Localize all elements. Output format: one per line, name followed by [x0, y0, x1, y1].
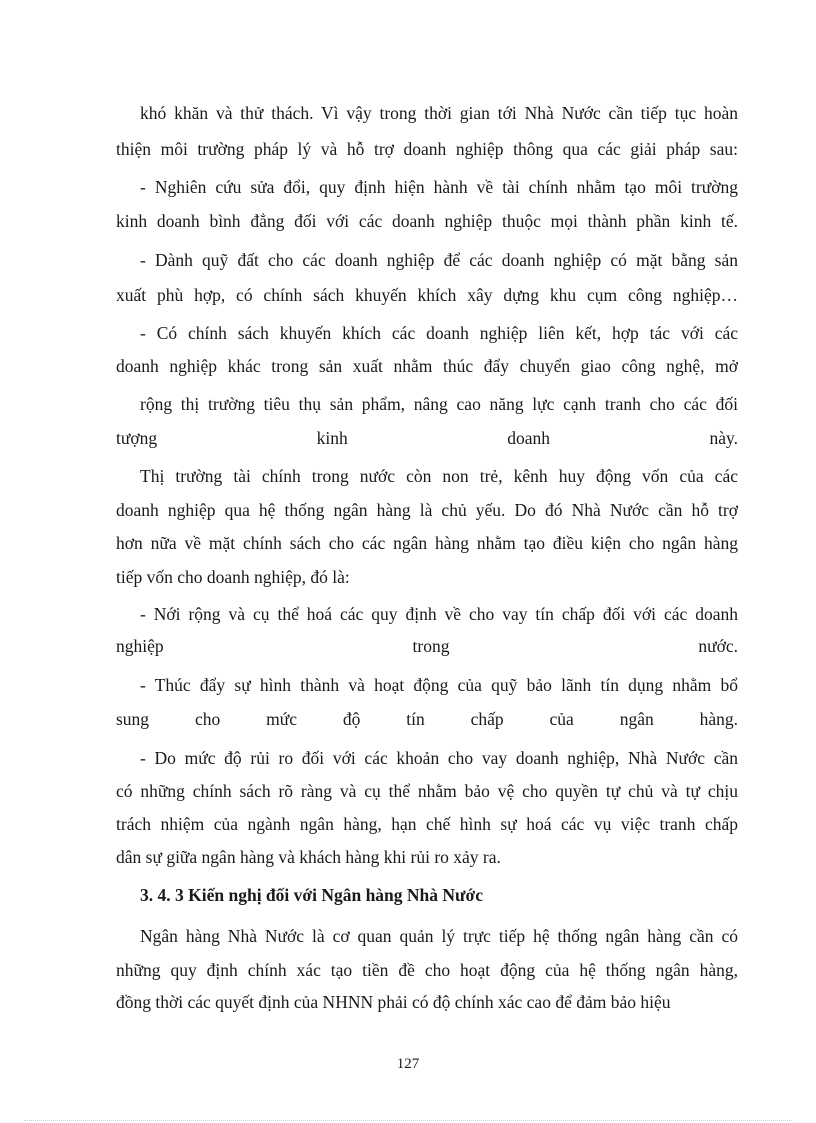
paragraph-line: đồng thời các quyết định của NHNN phải có độ chính xác cao để đảm bảo hiệu: [116, 992, 671, 1012]
bullet-line: - Dành quỹ đất cho các doanh nghiệp để các doanh nghiệp có mặt bằng sản: [140, 250, 738, 270]
paragraph-line: trách nhiệm của ngành ngân hàng, hạn chế hình sự hoá các vụ việc tranh chấp: [116, 814, 738, 834]
paragraph-line: tiếp vốn cho doanh nghiệp, đó là:: [116, 567, 350, 587]
bullet-line: - Do mức độ rủi ro đối với các khoản cho vay doanh nghiệp, Nhà Nước cần: [140, 748, 738, 768]
paragraph-line: dân sự giữa ngân hàng và khách hàng khi rủi ro xảy ra.: [116, 847, 501, 867]
paragraph-line: Ngân hàng Nhà Nước là cơ quan quản lý trực tiếp hệ thống ngân hàng cần có: [140, 926, 738, 946]
paragraph-line: có những chính sách rõ ràng và cụ thể nhằm bảo vệ cho quyền tự chủ và tự chịu: [116, 781, 738, 801]
bullet-line: - Có chính sách khuyến khích các doanh nghiệp liên kết, hợp tác với các: [140, 323, 738, 343]
paragraph-line: Thị trường tài chính trong nước còn non trẻ, kênh huy động vốn của các: [140, 466, 738, 486]
bullet-line: - Nới rộng và cụ thể hoá các quy định về cho vay tín chấp đối với các doanh: [140, 604, 738, 624]
page-edge-divider: [24, 1120, 792, 1121]
paragraph-line: thiện môi trường pháp lý và hỗ trợ doanh nghiệp thông qua các giải pháp sau:: [116, 139, 738, 159]
paragraph-line: khó khăn và thử thách. Vì vậy trong thời gian tới Nhà Nước cần tiếp tục hoàn: [140, 103, 738, 123]
paragraph-line: doanh nghiệp qua hệ thống ngân hàng là chủ yếu. Do đó Nhà Nước cần hỗ trợ: [116, 500, 738, 520]
paragraph-line: doanh nghiệp khác trong sản xuất nhằm thúc đẩy chuyển giao công nghệ, mở: [116, 356, 738, 376]
paragraph-line: nghiệp trong nước.: [116, 636, 738, 656]
paragraph-line: những quy định chính xác tạo tiền đề cho hoạt động của hệ thống ngân hàng,: [116, 960, 738, 980]
bullet-line: - Nghiên cứu sửa đổi, quy định hiện hành về tài chính nhằm tạo môi trường: [140, 177, 738, 197]
paragraph-line: kinh doanh bình đẳng đối với các doanh nghiệp thuộc mọi thành phần kinh tế.: [116, 211, 738, 231]
paragraph-line: rộng thị trường tiêu thụ sản phẩm, nâng cao năng lực cạnh tranh cho các đối: [140, 394, 738, 414]
paragraph-line: hơn nữa về mặt chính sách cho các ngân hàng nhằm tạo điều kiện cho ngân hàng: [116, 533, 738, 553]
paragraph-line: tượng kinh doanh này.: [116, 428, 738, 448]
paragraph-line: xuất phù hợp, có chính sách khuyến khích xây dựng khu cụm công nghiệp…: [116, 285, 738, 305]
page-number: 127: [396, 1056, 420, 1072]
bullet-line: - Thúc đẩy sự hình thành và hoạt động của quỹ bảo lãnh tín dụng nhằm bổ: [140, 675, 738, 695]
section-heading: 3. 4. 3 Kiến nghị đối với Ngân hàng Nhà Nước: [140, 885, 484, 905]
paragraph-line: sung cho mức độ tín chấp của ngân hàng.: [116, 709, 738, 729]
